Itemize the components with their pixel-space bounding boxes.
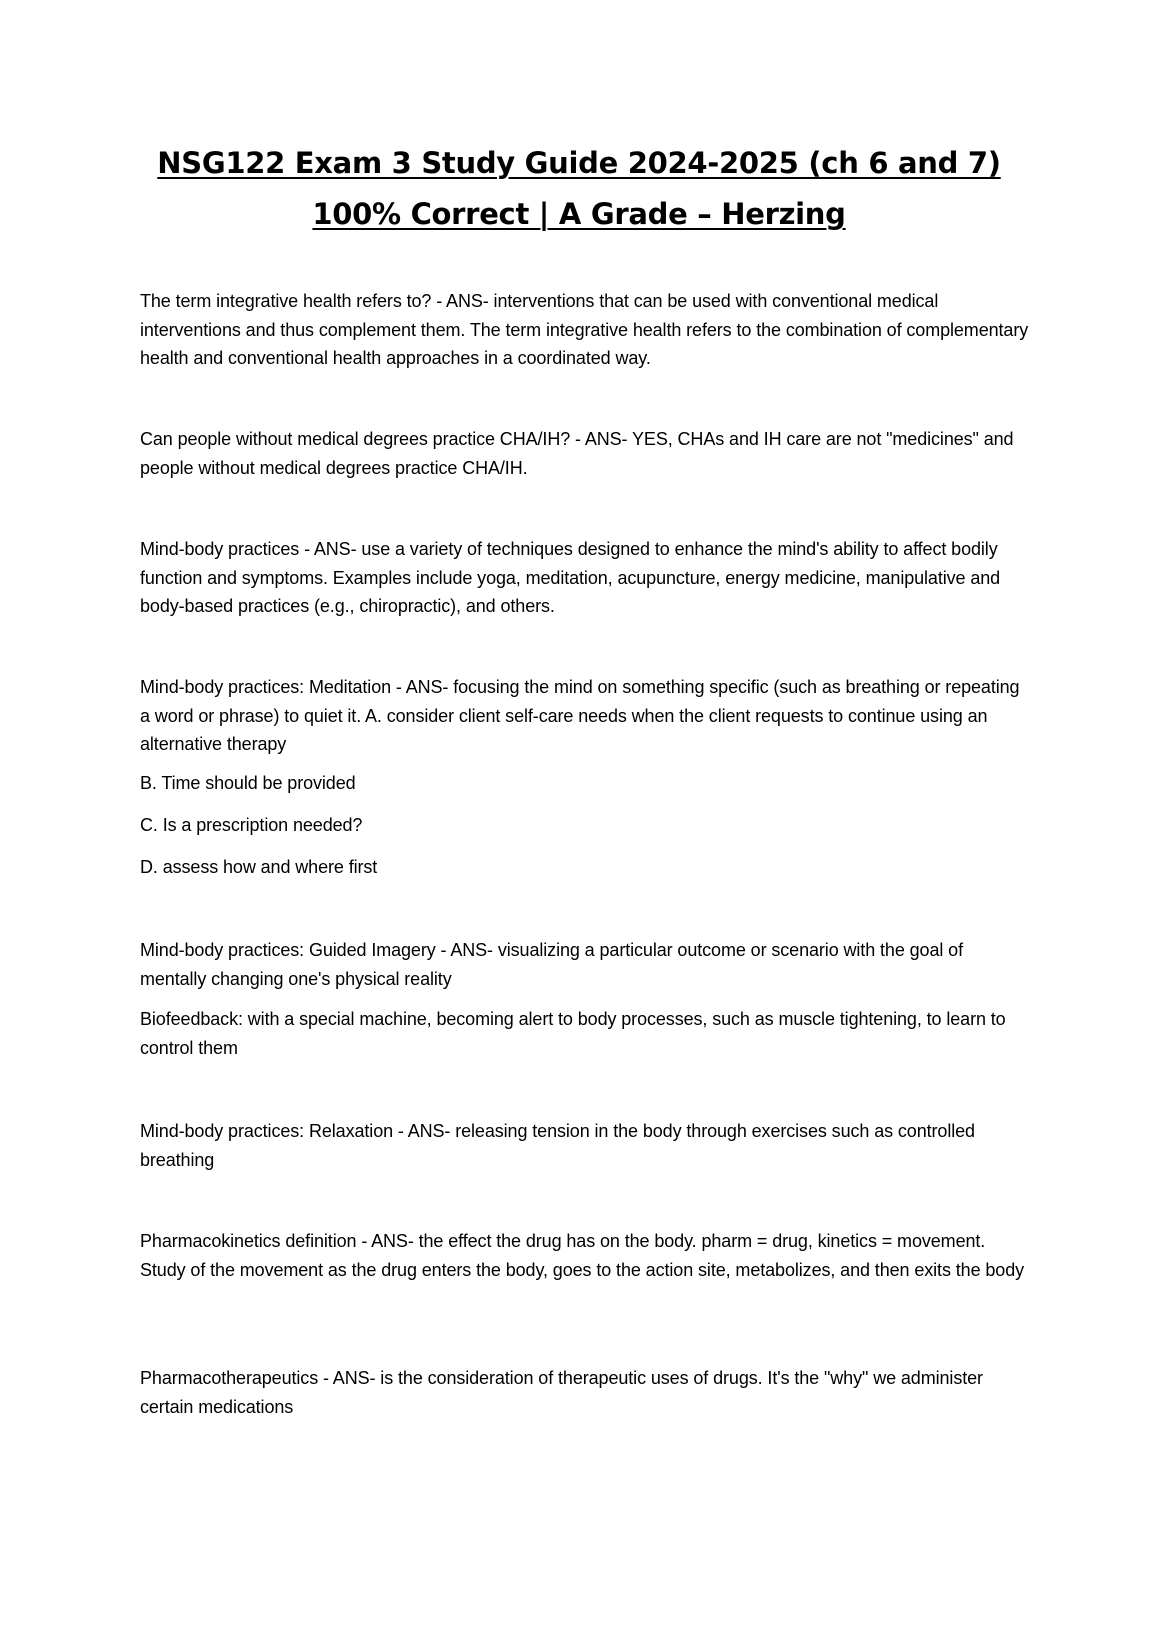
title-line-2: 100% Correct | A Grade – Herzing <box>312 197 846 231</box>
qa-pharmacokinetics: Pharmacokinetics definition - ANS- the effect the drug has on the body. pharm = drug, kinetics = movement. Study of the movement as the drug enters the body, goes to the action site, metabolizes, and then exits the body <box>140 1231 1025 1280</box>
qa-integrative-health: The term integrative health refers to? - ANS- interventions that can be used with conventional medical interventions and thus complement them. The term integrative health refers to the combination of complementary health and conventional health approaches in a coordinated way. <box>140 291 1029 368</box>
qa-mind-body-practices: Mind-body practices - ANS- use a variety of techniques designed to enhance the mind's ability to affect bodily function and symptoms. Examples include yoga, meditation, acupuncture, energy medicine, manipulative and body-based practices (e.g., chiropractic), and others. <box>140 539 1001 616</box>
qa-guided-imagery: Mind-body practices: Guided Imagery - ANS- visualizing a particular outcome or scenario with the goal of mentally changing one's physical reality <box>140 940 963 989</box>
meditation-option-b: B. Time should be provided <box>140 773 356 793</box>
meditation-option-c: C. Is a prescription needed? <box>140 815 363 835</box>
meditation-option-d: D. assess how and where first <box>140 857 378 877</box>
document-title <box>80 138 1078 240</box>
title-line-1: NSG122 Exam 3 Study Guide 2024-2025 (ch 6 and 7) <box>157 146 1001 180</box>
biofeedback-note: Biofeedback: with a special machine, becoming alert to body processes, such as muscle tightening, to learn to control them <box>140 1009 1006 1058</box>
qa-relaxation: Mind-body practices: Relaxation - ANS- releasing tension in the body through exercises such as controlled breathing <box>140 1121 975 1170</box>
qa-cha-ih-degrees: Can people without medical degrees practice CHA/IH? - ANS- YES, CHAs and IH care are not "medicines" and people without medical degrees practice CHA/IH. <box>140 429 1014 478</box>
qa-meditation: Mind-body practices: Meditation - ANS- focusing the mind on something specific (such as breathing or repeating a word or phrase) to quiet it. A. consider client self-care needs when the client requests to continue using an alternative therapy <box>140 677 1020 754</box>
qa-pharmacotherapeutics: Pharmacotherapeutics - ANS- is the consideration of therapeutic uses of drugs. It's the "why" we administer certain medications <box>140 1368 983 1417</box>
